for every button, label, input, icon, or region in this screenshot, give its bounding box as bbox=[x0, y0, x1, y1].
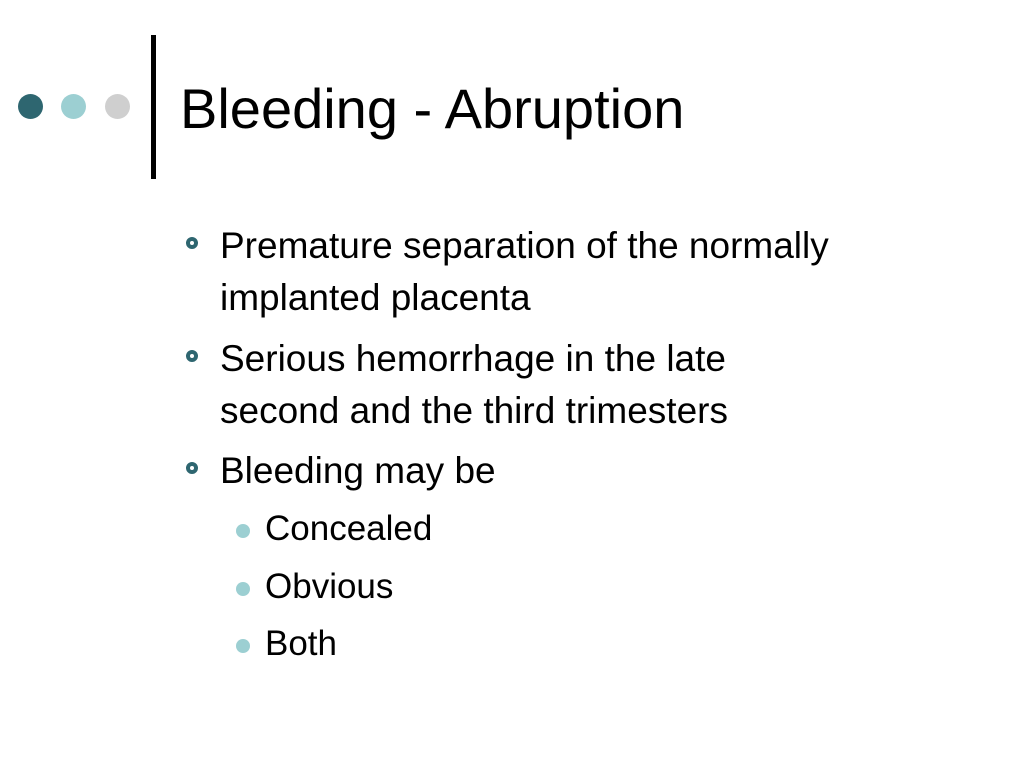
sub-bullet-item bbox=[265, 565, 393, 609]
bullet-item bbox=[220, 220, 829, 324]
hollow-circle-bullet-icon bbox=[186, 350, 198, 362]
bullet-item bbox=[220, 333, 728, 437]
bullet-item bbox=[220, 445, 496, 497]
title-divider bbox=[151, 35, 156, 179]
bullet-text-line: Bleeding may be bbox=[220, 450, 496, 491]
filled-circle-bullet-icon bbox=[236, 639, 250, 653]
hollow-circle-bullet-icon bbox=[186, 237, 198, 249]
sub-bullet-item bbox=[265, 622, 337, 666]
hollow-circle-bullet-icon bbox=[186, 462, 198, 474]
sub-bullet-text: Concealed bbox=[265, 509, 433, 548]
bullet-text-line: Serious hemorrhage in the late bbox=[220, 338, 726, 379]
bullet-text-line: second and the third trimesters bbox=[220, 390, 728, 431]
bullet-text-line: Premature separation of the normally bbox=[220, 225, 829, 266]
slide-title: Bleeding - Abruption bbox=[180, 77, 685, 140]
sub-bullet-text: Both bbox=[265, 624, 337, 663]
sub-bullet-text: Obvious bbox=[265, 567, 394, 606]
filled-circle-bullet-icon bbox=[236, 582, 250, 596]
filled-circle-bullet-icon bbox=[236, 524, 250, 538]
decorative-dot-dark-icon bbox=[18, 94, 43, 119]
sub-bullet-item bbox=[265, 507, 432, 551]
decorative-dot-gray-icon bbox=[105, 94, 130, 119]
decorative-dot-light-icon bbox=[61, 94, 86, 119]
bullet-text-line: implanted placenta bbox=[220, 277, 531, 318]
